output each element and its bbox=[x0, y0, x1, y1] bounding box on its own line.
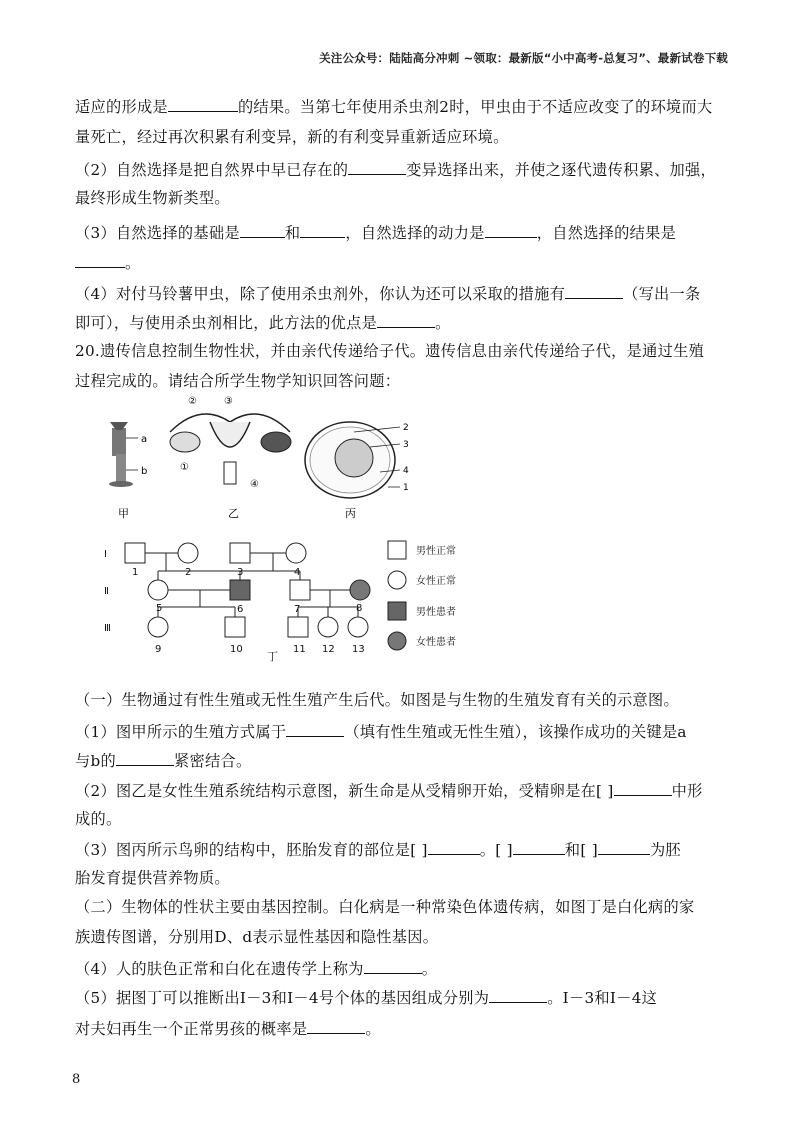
svg-text:10: 10 bbox=[230, 644, 243, 655]
svg-text:8: 8 bbox=[356, 603, 363, 614]
svg-text:3: 3 bbox=[403, 440, 409, 450]
svg-text:4: 4 bbox=[403, 466, 409, 476]
text-line: 过程完成的。请结合所学生物学知识回答问题： bbox=[75, 372, 401, 390]
svg-text:③: ③ bbox=[224, 396, 233, 407]
figure-yi-label: 乙 bbox=[228, 507, 239, 520]
svg-text:1: 1 bbox=[403, 483, 409, 493]
svg-text:5: 5 bbox=[156, 603, 163, 614]
page-number: 8 bbox=[72, 1072, 81, 1087]
text-line: 20.遗传信息控制生物性状，并由亲代传递给子代。遗传信息由亲代传递给子代，是通过生殖 bbox=[75, 342, 705, 360]
svg-text:②: ② bbox=[188, 396, 197, 407]
svg-text:Ⅱ: Ⅱ bbox=[104, 586, 109, 597]
text-line: （1）图甲所示的生殖方式属于 （填有性生殖或无性生殖），该操作成功的关键是a bbox=[75, 720, 687, 742]
answer-blank[interactable] bbox=[364, 957, 422, 974]
figure-jia-grafting bbox=[109, 422, 147, 520]
answer-blank[interactable] bbox=[75, 251, 125, 268]
label-a: a bbox=[141, 434, 148, 445]
svg-text:Ⅲ: Ⅲ bbox=[104, 623, 111, 634]
answer-blank[interactable] bbox=[240, 221, 285, 238]
answer-blank[interactable] bbox=[168, 95, 238, 112]
svg-text:6: 6 bbox=[237, 604, 244, 615]
answer-blank[interactable] bbox=[598, 838, 650, 855]
answer-blank[interactable] bbox=[513, 838, 565, 855]
text-line: （3）自然选择的基础是 和 ，自然选择的动力是 ，自然选择的结果是 bbox=[75, 221, 676, 243]
answer-blank[interactable] bbox=[428, 838, 480, 855]
answer-blank[interactable] bbox=[485, 221, 537, 238]
pedigree-chart bbox=[100, 535, 500, 665]
label-b: b bbox=[141, 466, 148, 477]
text-line: （2）图乙是女性生殖系统结构示意图，新生命是从受精卵开始，受精卵是在[ ] 中形 bbox=[75, 779, 703, 801]
pedigree-caption: 丁 bbox=[267, 650, 278, 663]
svg-text:2: 2 bbox=[403, 423, 409, 433]
page-header: 关注公众号：陆陆高分冲刺 ~领取：最新版“小中高考-总复习”、最新试卷下载 bbox=[319, 51, 728, 65]
legend-female-normal: 女性正常 bbox=[416, 576, 456, 587]
answer-blank[interactable] bbox=[116, 749, 174, 766]
answer-blank[interactable] bbox=[300, 221, 345, 238]
figure-jia-label: 甲 bbox=[118, 507, 129, 520]
svg-text:2: 2 bbox=[185, 567, 192, 578]
svg-text:Ⅰ: Ⅰ bbox=[104, 549, 107, 560]
text-line: （5）据图丁可以推断出Ⅰ－3和Ⅰ－4号个体的基因组成分别为 。Ⅰ－3和Ⅰ－4这 bbox=[75, 986, 657, 1008]
svg-text:7: 7 bbox=[294, 604, 301, 615]
text-line: 量死亡，经过再次积累有利变异，新的有利变异重新适应环境。 bbox=[75, 128, 509, 146]
answer-blank[interactable] bbox=[489, 986, 547, 1003]
text-line: 对夫妇再生一个正常男孩的概率是 。 bbox=[75, 1017, 381, 1039]
figure-bing-egg bbox=[305, 422, 409, 520]
svg-text:9: 9 bbox=[155, 644, 162, 655]
svg-text:12: 12 bbox=[322, 644, 335, 655]
svg-text:4: 4 bbox=[294, 567, 301, 578]
svg-text:④: ④ bbox=[250, 479, 259, 490]
text-line: 与b的 紧密结合。 bbox=[75, 749, 251, 771]
text-line: 胎发育提供营养物质。 bbox=[75, 869, 230, 887]
svg-text:①: ① bbox=[180, 462, 189, 473]
svg-text:1: 1 bbox=[132, 567, 139, 578]
text-line: 成的。 bbox=[75, 810, 122, 828]
text-line: （一）生物通过有性生殖或无性生殖产生后代。如图是与生物的生殖发育有关的示意图。 bbox=[75, 691, 680, 709]
answer-blank[interactable] bbox=[377, 311, 435, 328]
text-line: （4）人的肤色正常和白化在遗传学上称为 。 bbox=[75, 957, 437, 979]
svg-text:13: 13 bbox=[352, 644, 365, 655]
legend-female-affected: 女性患者 bbox=[416, 637, 456, 648]
text-line: 最终形成生物新类型。 bbox=[75, 189, 230, 207]
text-line: 族遗传图谱，分别用D、d表示显性基因和隐性基因。 bbox=[75, 928, 439, 946]
text-line: （2）自然选择是把自然界中早已存在的 变异选择出来，并使之逐代遗传积累、加强， bbox=[75, 158, 716, 180]
figure-bing-label: 丙 bbox=[345, 507, 356, 520]
answer-blank[interactable] bbox=[614, 779, 672, 796]
answer-blank[interactable] bbox=[348, 158, 406, 175]
text-line: （4）对付马铃薯甲虫，除了使用杀虫剂外，你认为还可以采取的措施有 （写出一条 bbox=[75, 282, 701, 304]
answer-blank[interactable] bbox=[565, 282, 623, 299]
svg-text:3: 3 bbox=[237, 567, 244, 578]
text-line: 适应的形成是 的结果。当第七年使用杀虫剂2时，甲虫由于不适应改变了的环境而大 bbox=[75, 95, 713, 117]
answer-blank[interactable] bbox=[286, 720, 344, 737]
legend-male-affected: 男性患者 bbox=[416, 607, 456, 618]
svg-text:11: 11 bbox=[293, 644, 306, 655]
text-line: 即可），与使用杀虫剂相比，此方法的优点是 。 bbox=[75, 311, 451, 333]
figure-yi-uterus bbox=[170, 396, 291, 520]
text-line: （3）图丙所示鸟卵的结构中，胚胎发育的部位是[ ] 。[ ] 和[ ] 为胚 bbox=[75, 838, 681, 860]
text-line: （二）生物体的性状主要由基因控制。白化病是一种常染色体遗传病，如图丁是白化病的家 bbox=[75, 898, 695, 916]
reproduction-figure bbox=[100, 392, 420, 527]
answer-blank[interactable] bbox=[307, 1017, 365, 1034]
legend-male-normal: 男性正常 bbox=[416, 546, 456, 557]
text-line: 。 bbox=[75, 251, 141, 273]
